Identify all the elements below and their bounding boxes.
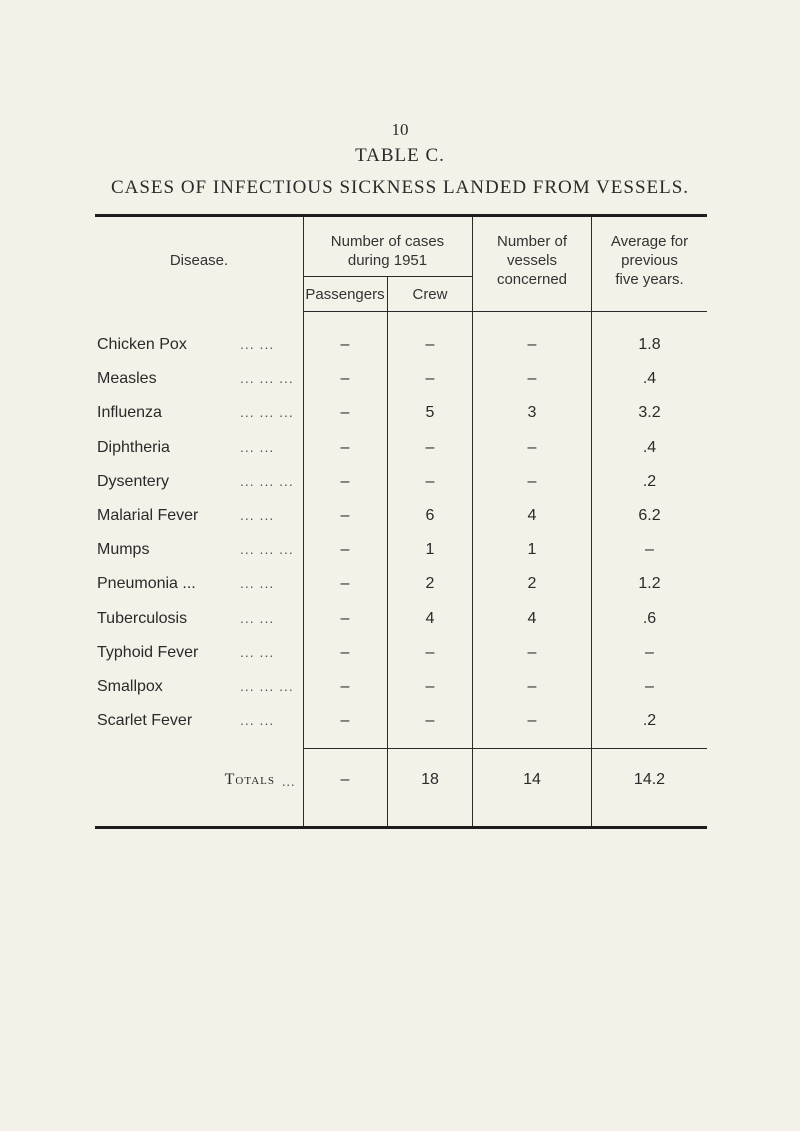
row-leader-dots: ... ... ... xyxy=(240,678,294,694)
header-average xyxy=(592,232,707,289)
row-vessels: – xyxy=(527,370,537,387)
totals-row xyxy=(95,771,707,801)
row-disease: Influenza xyxy=(97,404,162,421)
row-passengers: – xyxy=(340,541,350,558)
table-row xyxy=(95,439,707,469)
table-row xyxy=(95,336,707,366)
row-vessels: – xyxy=(527,644,537,661)
table-row xyxy=(95,712,707,742)
row-crew: 5 xyxy=(425,404,435,421)
header-cases-line1: Number of cases xyxy=(330,233,445,250)
row-crew: 1 xyxy=(425,541,435,558)
table-row xyxy=(95,473,707,503)
header-bottom-rule xyxy=(303,311,707,312)
row-disease: Dysentery xyxy=(97,473,170,490)
table-row xyxy=(95,575,707,605)
row-crew: 2 xyxy=(425,575,435,592)
row-disease: Mumps xyxy=(97,541,150,558)
table-top-rule xyxy=(95,214,707,217)
row-average: .6 xyxy=(642,610,657,627)
row-vessels: – xyxy=(527,336,537,353)
row-average: .4 xyxy=(642,439,657,456)
header-average-line3: five years. xyxy=(615,271,684,288)
row-vessels: 3 xyxy=(527,404,537,421)
row-leader-dots: ... ... ... xyxy=(240,541,294,557)
row-passengers: – xyxy=(340,336,350,353)
header-average-line1: Average for xyxy=(610,233,689,250)
totals-label-text: Totals xyxy=(224,771,275,788)
row-average: .2 xyxy=(642,712,657,729)
row-leader-dots: ... ... ... xyxy=(240,404,294,420)
row-average: – xyxy=(645,644,654,661)
row-passengers: – xyxy=(340,473,350,490)
row-passengers: – xyxy=(340,404,350,421)
table-bottom-rule xyxy=(95,826,707,829)
row-average: .4 xyxy=(642,370,657,387)
row-average: – xyxy=(645,541,654,558)
row-crew: – xyxy=(425,336,435,353)
table-row xyxy=(95,678,707,708)
totals-average: 14.2 xyxy=(633,771,666,788)
table-row xyxy=(95,507,707,537)
table-row xyxy=(95,610,707,640)
header-vessels-line3: concerned xyxy=(496,271,568,288)
totals-crew: 18 xyxy=(421,771,439,788)
header-cases xyxy=(303,232,472,270)
header-vessels-line1: Number of xyxy=(496,233,568,250)
header-disease xyxy=(95,251,303,270)
row-average: – xyxy=(645,678,654,695)
row-crew: – xyxy=(425,439,435,456)
row-vessels: 2 xyxy=(527,575,537,592)
header-vessels-line2: vessels xyxy=(506,252,558,269)
row-passengers: – xyxy=(340,610,350,627)
table-row xyxy=(95,541,707,571)
row-vessels: – xyxy=(527,473,537,490)
table-subtitle: CASES OF INFECTIOUS SICKNESS LANDED FROM VESSELS. xyxy=(110,177,690,198)
row-crew: – xyxy=(425,644,435,661)
row-vessels: – xyxy=(527,439,537,456)
row-leader-dots: ... ... xyxy=(240,575,275,591)
row-crew: 6 xyxy=(425,507,435,524)
row-disease: Malarial Fever xyxy=(97,507,199,524)
totals-top-rule xyxy=(303,748,707,749)
row-disease: Chicken Pox xyxy=(97,336,187,353)
row-disease: Tuberculosis xyxy=(97,610,188,627)
row-disease: Pneumonia ... xyxy=(97,575,196,592)
header-crew xyxy=(388,285,472,304)
row-average: 1.2 xyxy=(638,575,661,592)
row-leader-dots: ... ... xyxy=(240,610,275,626)
row-passengers: – xyxy=(340,507,350,524)
row-vessels: – xyxy=(527,712,537,729)
row-leader-dots: ... ... xyxy=(240,439,275,455)
row-average: .2 xyxy=(642,473,657,490)
header-average-line2: previous xyxy=(621,252,678,269)
row-average: 3.2 xyxy=(638,404,661,421)
row-leader-dots: ... ... xyxy=(240,712,275,728)
header-cases-line2: during 1951 xyxy=(347,252,428,269)
row-leader-dots: ... ... ... xyxy=(240,473,294,489)
row-crew: – xyxy=(425,678,435,695)
row-passengers: – xyxy=(340,439,350,456)
row-vessels: 4 xyxy=(527,507,537,524)
row-average: 1.8 xyxy=(638,336,661,353)
row-passengers: – xyxy=(340,712,350,729)
table-row xyxy=(95,644,707,674)
table-row xyxy=(95,404,707,434)
row-disease: Typhoid Fever xyxy=(97,644,199,661)
row-crew: – xyxy=(425,473,435,490)
row-disease: Smallpox xyxy=(97,678,163,695)
table-title: TABLE C. xyxy=(355,145,445,166)
row-vessels: 1 xyxy=(527,541,537,558)
row-leader-dots: ... ... ... xyxy=(240,370,294,386)
row-vessels: 4 xyxy=(527,610,537,627)
row-leader-dots: ... ... xyxy=(240,644,275,660)
row-disease: Scarlet Fever xyxy=(97,712,193,729)
row-crew: – xyxy=(425,712,435,729)
table-row xyxy=(95,370,707,400)
row-passengers: – xyxy=(340,644,350,661)
row-crew: – xyxy=(425,370,435,387)
row-vessels: – xyxy=(527,678,537,695)
page-number: 10 xyxy=(391,120,409,139)
row-disease: Measles xyxy=(97,370,157,387)
totals-vessels: 14 xyxy=(523,771,541,788)
row-leader-dots: ... ... xyxy=(240,336,275,352)
header-passengers-label: Passengers xyxy=(305,286,385,303)
row-leader-dots: ... ... xyxy=(240,507,275,523)
row-disease: Diphtheria xyxy=(97,439,170,456)
header-disease-label: Disease. xyxy=(169,252,229,269)
header-crew-label: Crew xyxy=(412,286,448,303)
row-average: 6.2 xyxy=(638,507,661,524)
row-crew: 4 xyxy=(425,610,435,627)
row-passengers: – xyxy=(340,678,350,695)
row-passengers: – xyxy=(340,370,350,387)
header-passengers xyxy=(303,285,387,304)
totals-passengers: – xyxy=(340,771,350,788)
totals-dots: ... xyxy=(282,775,296,790)
row-passengers: – xyxy=(340,575,350,592)
header-vessels xyxy=(473,232,591,289)
